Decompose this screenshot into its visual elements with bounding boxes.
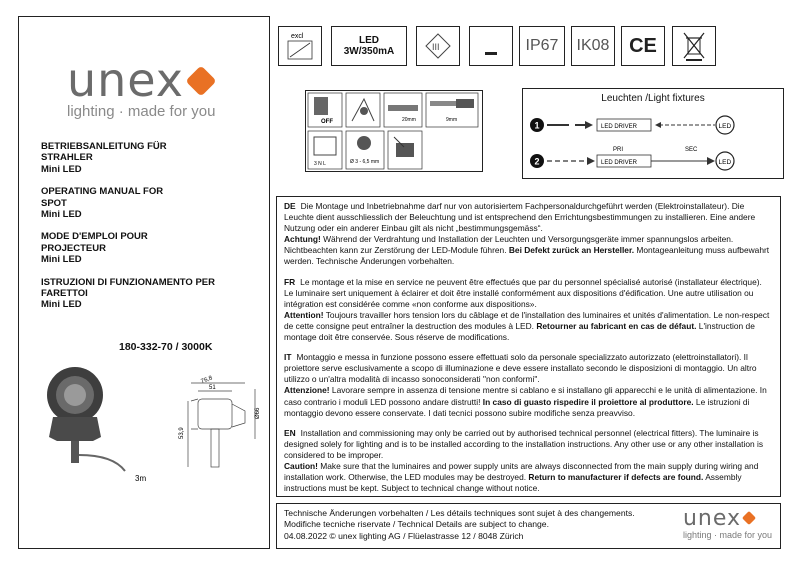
dim-top: 76,8: [200, 375, 214, 385]
svg-text:2: 2: [534, 156, 540, 167]
svg-text:1: 1: [534, 120, 540, 131]
svg-text:Ø 3 - 6,5 mm: Ø 3 - 6,5 mm: [350, 159, 380, 165]
strip-wire-step: [430, 99, 474, 123]
cover-panel: [18, 16, 270, 549]
svg-text:9mm: 9mm: [446, 117, 458, 123]
cable-length: 3m: [135, 474, 147, 483]
svg-text:20mm: 20mm: [402, 117, 416, 123]
dim-side: 53,9: [179, 427, 185, 439]
dimension-drawing: [188, 383, 255, 467]
footer-logo: [683, 508, 772, 542]
footer-diamond-icon: [742, 511, 756, 525]
brand-tagline: lighting · made for you: [67, 103, 216, 120]
svg-text:LED: LED: [718, 123, 732, 130]
fixtures-title: Leuchten /Light fixtures: [601, 93, 705, 104]
svg-text:OFF: OFF: [321, 119, 333, 125]
logo-wordmark: unex: [67, 53, 185, 107]
installation-steps: [305, 90, 483, 172]
dim-diameter: Ø66: [255, 407, 261, 419]
footer-wordmark: unex: [682, 506, 742, 531]
mount-step: [352, 99, 374, 121]
svg-text:LED: LED: [718, 159, 732, 166]
power-off-step: [314, 97, 333, 125]
article-number: 180-332-70 / 3000K: [119, 341, 213, 353]
weee-bin-icon: [672, 26, 716, 66]
svg-text:excl: excl: [291, 33, 304, 40]
footer-line-1: Technische Änderungen vorbehalten / Les détails techniques sont sujet à des changements.: [284, 508, 635, 518]
light-fixtures-panel: [522, 88, 784, 179]
indoor-symbol: [469, 26, 513, 66]
spot-photo: [47, 367, 125, 471]
footer: [276, 503, 781, 549]
tighten-step: [394, 137, 414, 157]
title-fr: MODE D'EMPLOI POUR PROJECTEUR Mini LED: [41, 231, 148, 266]
product-drawing: [23, 359, 268, 484]
svg-text:LED DRIVER: LED DRIVER: [601, 124, 638, 130]
title-it: ISTRUZIONI DI FUNZIONAMENTO PER FARETTOI Mini LED: [41, 276, 215, 311]
svg-text:III: III: [432, 42, 440, 52]
brand-logo: [67, 53, 212, 107]
title-de: BETRIEBSANLEITUNG FÜR STRAHLER Mini LED: [41, 141, 167, 175]
title-en: OPERATING MANUAL FOR SPOT Mini LED: [41, 186, 164, 220]
footer-line-3: 04.08.2022 © unex lighting AG / Flüelastrasse 12 / 8048 Zürich: [284, 530, 524, 541]
svg-text:SEC: SEC: [685, 147, 698, 153]
excl-symbol: [278, 26, 322, 66]
svg-text:3 N L: 3 N L: [314, 161, 326, 167]
svg-text:PRI: PRI: [613, 147, 624, 153]
gland-step: [350, 136, 379, 165]
fixtures-diagram: [529, 111, 779, 175]
footer-line-2: Modifiche tecniche riservate / Technical Details are subject to change.: [284, 519, 549, 530]
wiring-step: [314, 137, 336, 167]
manual-titles: [41, 141, 266, 322]
safety-instructions: [276, 196, 781, 497]
ik-rating: IK08: [571, 26, 615, 66]
strip-step: [388, 105, 418, 123]
class3-symbol: [416, 26, 460, 66]
paragraph-en: EN Installation and commissioning may only be carried out by authorised technical personnel (electrical fitters). The luminaire is designed solely for lighting and is to be installed according to the installation instructions. Any other use or any other installation is considered to be improper. Caution! Make sure that the luminaires and power supply units are always disconnected from the main supply during wiring and installation work. Otherwise, the LED modules may be destroyed. Return to manufacturer if defects are found. Assembly instructions must be kept. Subject to technical change without notice.: [284, 427, 764, 494]
ip-rating: IP67: [519, 26, 565, 66]
footer-tagline: lighting · made for you: [682, 530, 772, 540]
ce-mark: CE: [621, 26, 665, 66]
svg-text:LED DRIVER: LED DRIVER: [601, 160, 638, 166]
paragraph-de: DE Die Montage und Inbetriebnahme darf nur von autorisiertem Fachpersonaldurchgeführt werden (Elektroinstallateur). Die Leuchte dient ausschliesslich der Beleuchtung und ist entsprechend den Errichtungsbestimmungen zu installieren. Eine andere Nutzung oder ein anderer Einbau gilt als nicht „bestimmungsgemäss“. Achtung! Während der Verdrahtung und Installation der Leuchten und Versorgungsgeräte immer spannungslos arbeiten. Nichtbeachten kann zur Zerstörung der LED-Module führen. Bei Defekt zurück an Hersteller. Montageanleitung muss aufbewahrt werden. Technische Änderungen vorbehalten.: [284, 201, 770, 267]
led-rating: LED 3W/350mA: [331, 26, 407, 66]
logo-diamond-icon: [185, 65, 216, 96]
dim-top2: 51: [209, 385, 216, 391]
paragraph-fr: FR Le montage et la mise en service ne peuvent être effectués que par du personnel spécialisé autorisé (installateur électrique). Le luminaire sert uniquement à éclairer et doit être installé conformément aux dispositions d'édification. Une autre utilisation ou intégration est considérée comme «non conforme aux dispositions». Attention! Toujours travailler hors tension lors du câblage et de l'installation des luminaires et unités d'alimentation. Le non-respect de cette consigne peut entraîner la destruction des modules à LED. Retourner au fabricant en cas de défaut. L'instruction de montage doit être conservée. Sous réserve de modifications.: [284, 276, 770, 343]
paragraph-it: IT Montaggio e messa in funzione possono essere effettuati solo da personale specializzato autorizzato (elettroinstallatori). Il proiettore serve esclusivamente a scopo di illuminazione e deve essere installato secondo le disposizioni di montaggio. Un altro utilizzo o un'altra modalità di incasso sonoconsiderati "non conformi". Attenzione! Lavorare sempre in assenza di tensione mentre si cablano e si installano gli apparecchi e le unità di alimentazione. In caso contrario i moduli LED possono andare distrutti! In caso di guasto rispedire il proiettore al produttore. Le istruzioni di montaggio devono essere conservate. I dati tecnici possono subire modifiche senza preavviso.: [284, 352, 767, 418]
